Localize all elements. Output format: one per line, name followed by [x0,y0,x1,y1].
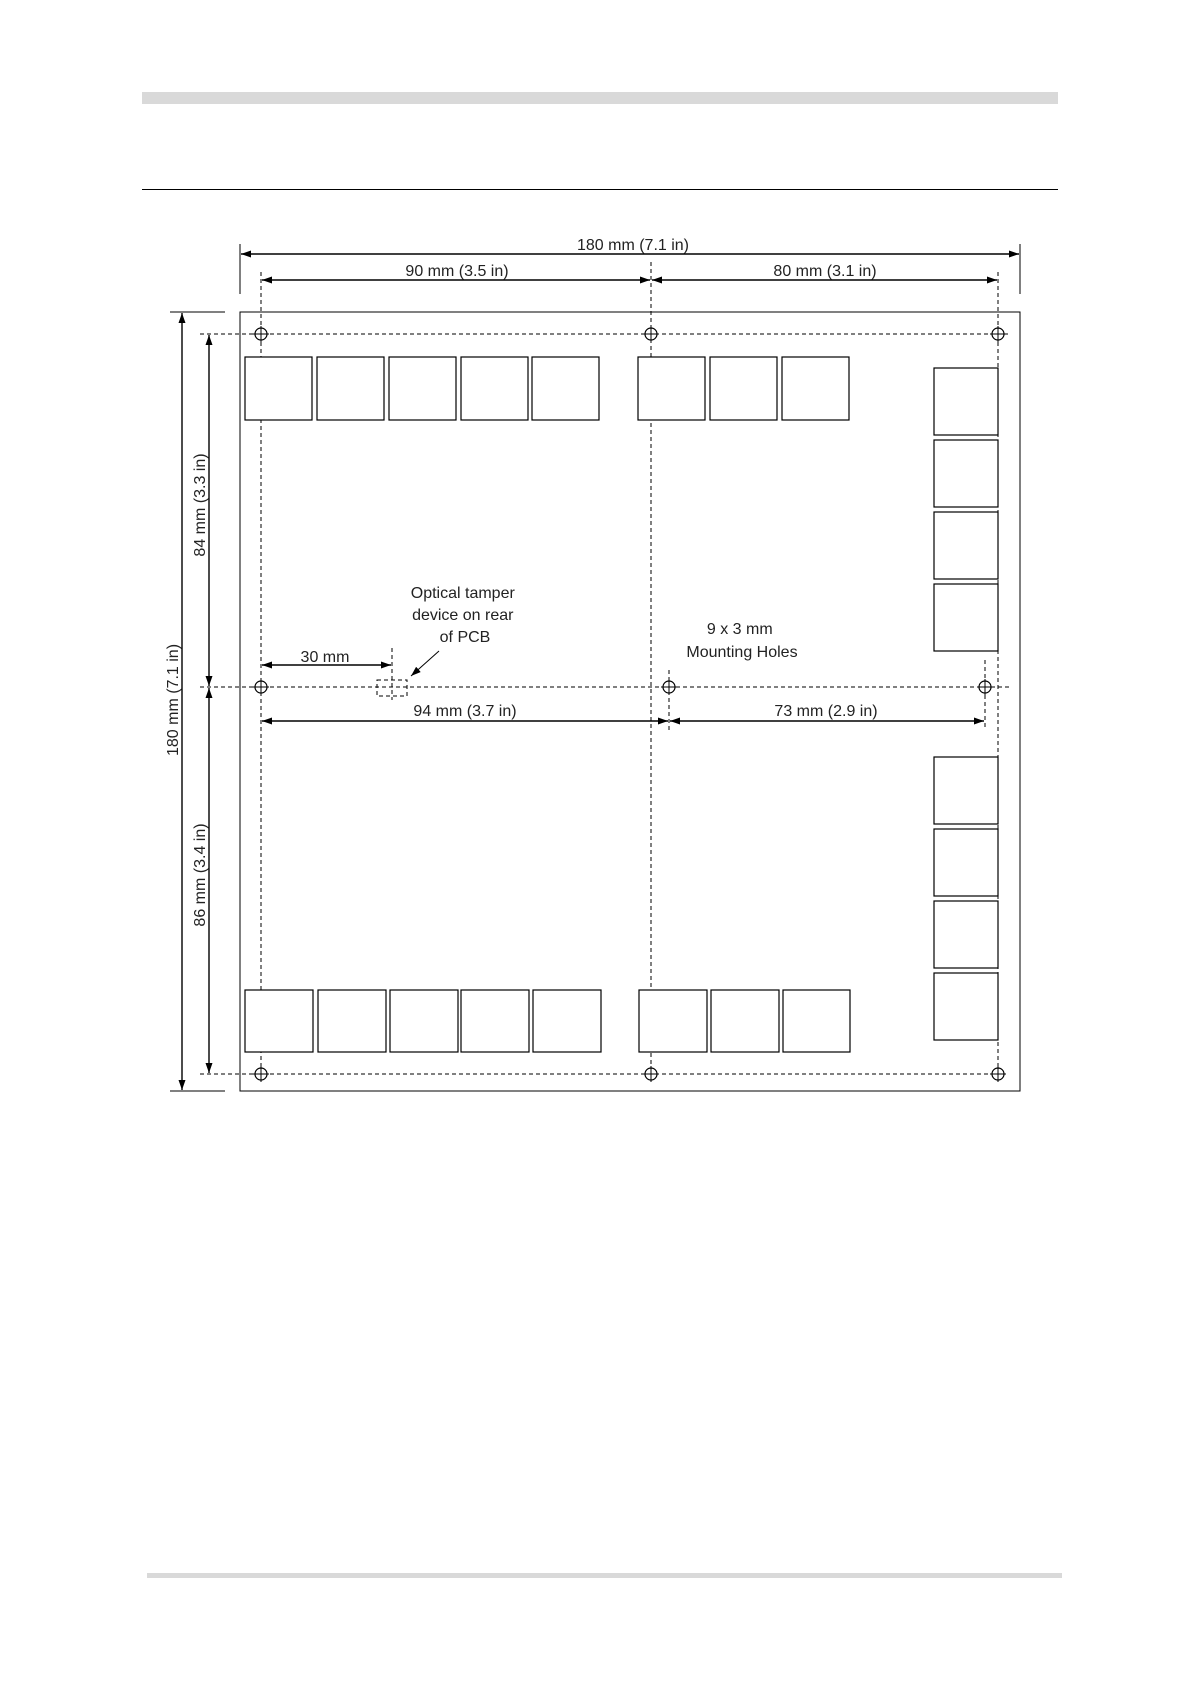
mounting-hole [253,326,269,342]
connector-pad [318,990,386,1052]
label-mid-right-span: 73 mm (2.9 in) [774,703,878,720]
label-overall-width: 180 mm (7.1 in) [576,237,690,254]
mounting-hole [643,326,659,342]
connector-pad [390,990,458,1052]
connector-pad [638,357,705,420]
connector-pad [639,990,707,1052]
label-overall-height: 180 mm (7.1 in) [165,643,182,757]
connector-pad [783,990,850,1052]
mounting-hole [990,326,1006,342]
mounting-hole [253,679,269,695]
connector-pad [461,357,528,420]
connector-pad [389,357,456,420]
connector-pad [782,357,849,420]
label-tamper-offset: 30 mm [300,649,350,666]
connector-pad [245,357,312,420]
board-outline [240,312,1020,1091]
mounting-hole [661,679,677,695]
label-right-span: 80 mm (3.1 in) [773,263,877,280]
connector-pad [934,584,998,651]
connector-pad [245,990,313,1052]
mounting-holes-callout: 9 x 3 mm Mounting Holes [686,621,798,661]
mounting-hole [253,1066,269,1082]
mounting-hole [643,1066,659,1082]
connector-pad [934,757,998,824]
connector-pad [934,440,998,507]
tamper-leader-arrow [411,651,439,676]
label-lower-height: 86 mm (3.4 in) [192,823,209,927]
connector-pad [533,990,601,1052]
tamper-callout: Optical tamper device on rear of PCB [410,585,515,646]
label-upper-height: 84 mm (3.3 in) [192,453,209,557]
connector-pad [934,901,998,968]
connector-pad [710,357,777,420]
label-left-span: 90 mm (3.5 in) [405,263,509,280]
connector-pad [934,829,998,896]
mounting-hole [977,679,993,695]
footer-bar [147,1573,1062,1578]
connector-pad [711,990,779,1052]
connector-pad [934,973,998,1040]
mounting-hole [990,1066,1006,1082]
connector-pad [934,512,998,579]
connector-pad [317,357,384,420]
label-mid-left-span: 94 mm (3.7 in) [413,703,517,720]
connector-pad [461,990,529,1052]
connector-pad [934,368,998,435]
connector-pad [532,357,599,420]
